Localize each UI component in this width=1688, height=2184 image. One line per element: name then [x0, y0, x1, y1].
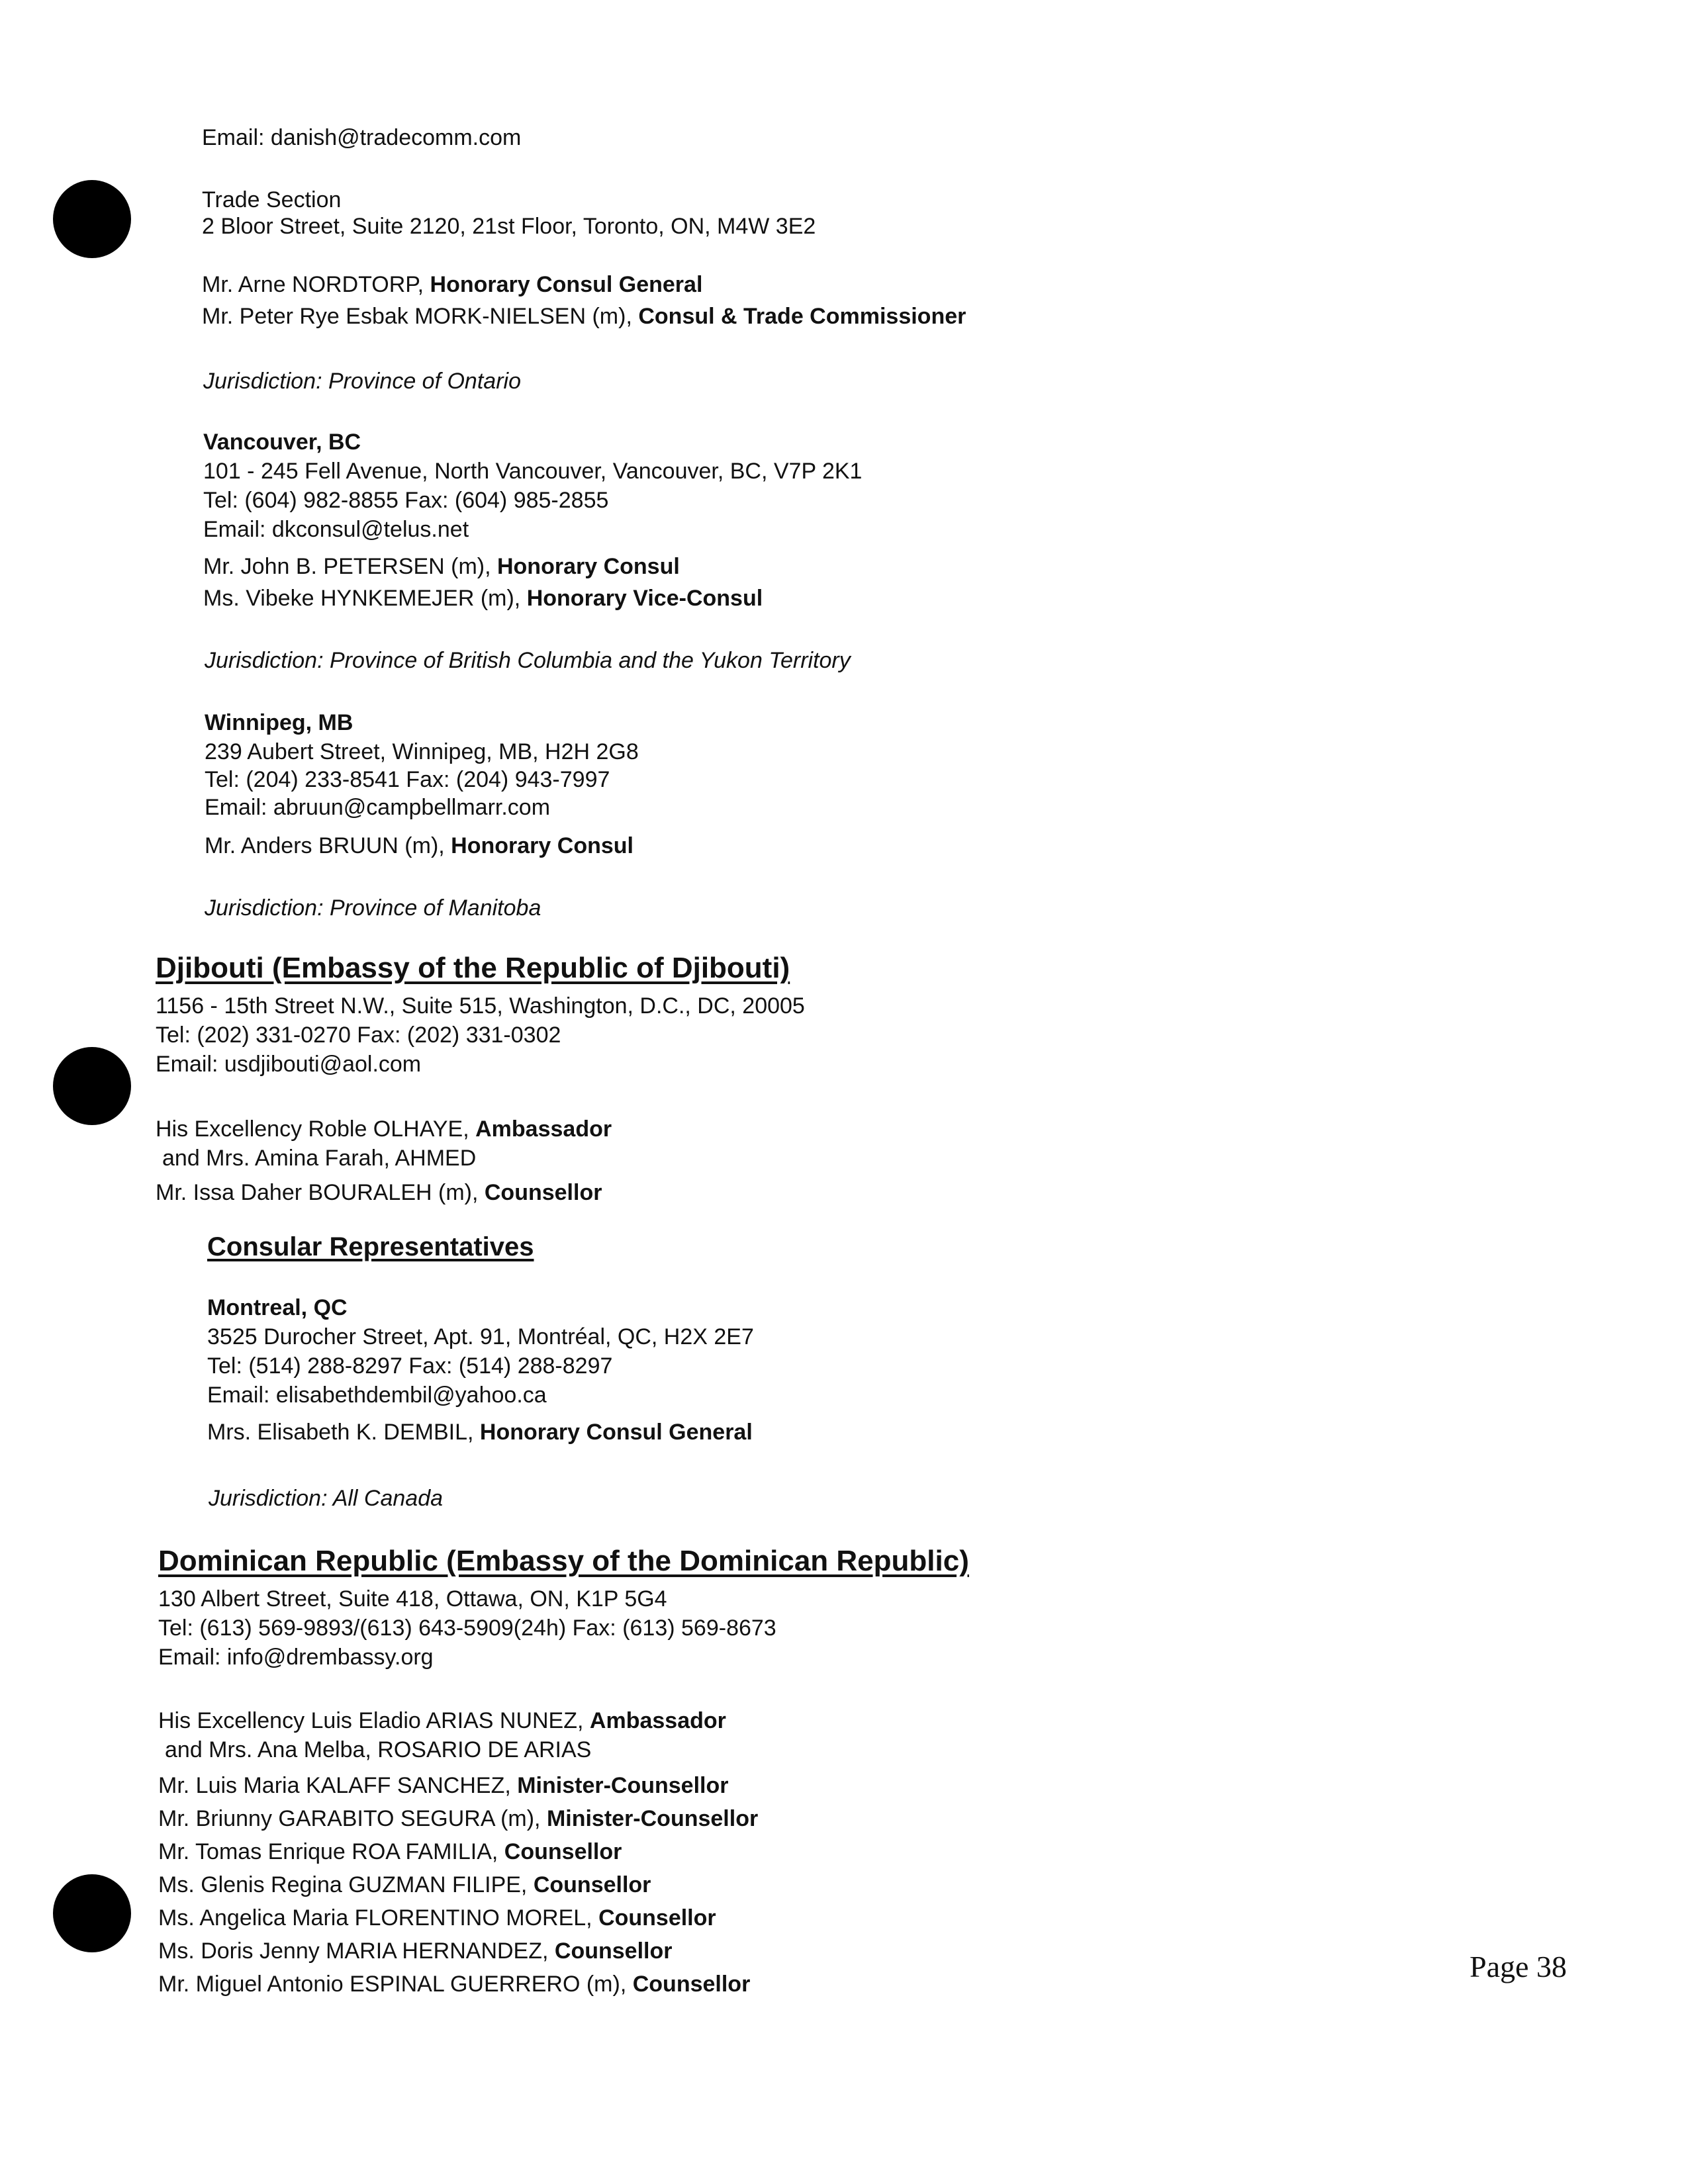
- official-name: Mr. Peter Rye Esbak MORK-NIELSEN (m),: [202, 304, 632, 329]
- country-heading-dominican-republic: Dominican Republic (Embassy of the Dominican Republic): [158, 1545, 969, 1577]
- official-name: Mr. Briunny GARABITO SEGURA (m),: [158, 1806, 541, 1831]
- trade-section-address: 2 Bloor Street, Suite 2120, 21st Floor, Toronto, ON, M4W 3E2: [202, 214, 816, 239]
- address: 239 Aubert Street, Winnipeg, MB, H2H 2G8: [205, 739, 639, 764]
- official-title: Counsellor: [484, 1180, 602, 1205]
- official-name: Mr. Tomas Enrique ROA FAMILIA,: [158, 1839, 498, 1864]
- spouse-entry: and Mrs. Ana Melba, ROSARIO DE ARIAS: [165, 1737, 592, 1762]
- official-name: Mr. Arne NORDTORP,: [202, 272, 424, 297]
- tel-fax: Tel: (204) 233-8541 Fax: (204) 943-7997: [205, 767, 610, 792]
- official-title: Counsellor: [533, 1872, 651, 1897]
- official-title: Counsellor: [598, 1905, 716, 1931]
- jurisdiction: Jurisdiction: Province of Manitoba: [205, 895, 541, 921]
- official-title: Honorary Consul General: [479, 1420, 753, 1445]
- official-entry: [205, 833, 633, 860]
- official-entry: [158, 1938, 672, 1965]
- official-name: Mr. Issa Daher BOURALEH (m),: [156, 1180, 479, 1205]
- jurisdiction: Jurisdiction: All Canada: [209, 1486, 444, 1511]
- email: Email: info@drembassy.org: [158, 1645, 434, 1670]
- official-entry: [158, 1805, 758, 1833]
- official-name: His Excellency Roble OLHAYE,: [156, 1116, 469, 1142]
- address: 101 - 245 Fell Avenue, North Vancouver, Vancouver, BC, V7P 2K1: [203, 459, 863, 484]
- official-entry: [203, 585, 763, 612]
- official-entry: [202, 303, 966, 330]
- ambassador-entry: [158, 1707, 726, 1735]
- official-entry: [158, 1905, 716, 1932]
- official-title: Honorary Consul: [451, 833, 633, 858]
- email: Email: usdjibouti@aol.com: [156, 1052, 422, 1077]
- binder-hole-top: [53, 180, 131, 258]
- official-name: His Excellency Luis Eladio ARIAS NUNEZ,: [158, 1708, 584, 1733]
- binder-hole-middle: [53, 1047, 131, 1125]
- official-entry: [207, 1419, 753, 1446]
- official-name: Mr. Miguel Antonio ESPINAL GUERRERO (m),: [158, 1972, 627, 1997]
- official-title: Counsellor: [554, 1938, 673, 1964]
- trade-section-title: Trade Section: [202, 187, 342, 212]
- official-title: Counsellor: [504, 1839, 622, 1864]
- tel-fax: Tel: (202) 331-0270 Fax: (202) 331-0302: [156, 1023, 561, 1048]
- binder-hole-bottom: [53, 1874, 131, 1952]
- jurisdiction: Jurisdiction: Province of Ontario: [203, 369, 521, 394]
- email: Email: dkconsul@telus.net: [203, 517, 469, 542]
- official-name: Ms. Vibeke HYNKEMEJER (m),: [203, 586, 521, 611]
- denmark-email: Email: danish@tradecomm.com: [202, 125, 522, 150]
- official-title: Consul & Trade Commissioner: [638, 304, 966, 329]
- official-entry: [156, 1179, 602, 1206]
- country-heading-djibouti: Djibouti (Embassy of the Republic of Djibouti): [156, 952, 790, 984]
- official-title: Honorary Vice-Consul: [526, 586, 763, 611]
- official-entry: [202, 271, 702, 298]
- email: Email: abruun@campbellmarr.com: [205, 795, 551, 820]
- address: 130 Albert Street, Suite 418, Ottawa, ON, K1P 5G4: [158, 1586, 667, 1612]
- official-title: Ambassador: [475, 1116, 612, 1142]
- email: Email: elisabethdembil@yahoo.ca: [207, 1383, 547, 1408]
- spouse-entry: and Mrs. Amina Farah, AHMED: [162, 1146, 477, 1171]
- official-title: Minister-Counsellor: [517, 1773, 729, 1798]
- city-heading: Montreal, QC: [207, 1295, 348, 1320]
- official-name: Mrs. Elisabeth K. DEMBIL,: [207, 1420, 474, 1445]
- ambassador-entry: [156, 1116, 612, 1143]
- official-name: Mr. Luis Maria KALAFF SANCHEZ,: [158, 1773, 511, 1798]
- official-entry: [203, 553, 680, 580]
- address: 3525 Durocher Street, Apt. 91, Montréal, QC, H2X 2E7: [207, 1324, 754, 1349]
- official-entry: [158, 1971, 750, 1998]
- jurisdiction: Jurisdiction: Province of British Columbia and the Yukon Territory: [205, 648, 851, 673]
- official-title: Ambassador: [589, 1708, 726, 1733]
- tel-fax: Tel: (514) 288-8297 Fax: (514) 288-8297: [207, 1353, 613, 1379]
- official-title: Honorary Consul: [496, 554, 680, 579]
- official-name: Ms. Doris Jenny MARIA HERNANDEZ,: [158, 1938, 549, 1964]
- city-heading: Vancouver, BC: [203, 430, 361, 455]
- official-name: Mr. John B. PETERSEN (m),: [203, 554, 491, 579]
- page-number: Page 38: [1470, 1950, 1567, 1983]
- official-title: Honorary Consul General: [430, 272, 703, 297]
- official-name: Ms. Angelica Maria FLORENTINO MOREL,: [158, 1905, 592, 1931]
- official-entry: [158, 1839, 622, 1866]
- official-entry: [158, 1872, 651, 1899]
- consular-representatives-heading: Consular Representatives: [207, 1232, 534, 1261]
- official-name: Ms. Glenis Regina GUZMAN FILIPE,: [158, 1872, 528, 1897]
- official-title: Counsellor: [632, 1972, 751, 1997]
- official-title: Minister-Counsellor: [546, 1806, 759, 1831]
- address: 1156 - 15th Street N.W., Suite 515, Washington, D.C., DC, 20005: [156, 993, 805, 1019]
- city-heading: Winnipeg, MB: [205, 710, 353, 735]
- tel-fax: Tel: (604) 982-8855 Fax: (604) 985-2855: [203, 488, 609, 513]
- official-entry: [158, 1772, 728, 1799]
- tel-fax: Tel: (613) 569-9893/(613) 643-5909(24h) Fax: (613) 569-8673: [158, 1615, 776, 1641]
- official-name: Mr. Anders BRUUN (m),: [205, 833, 445, 858]
